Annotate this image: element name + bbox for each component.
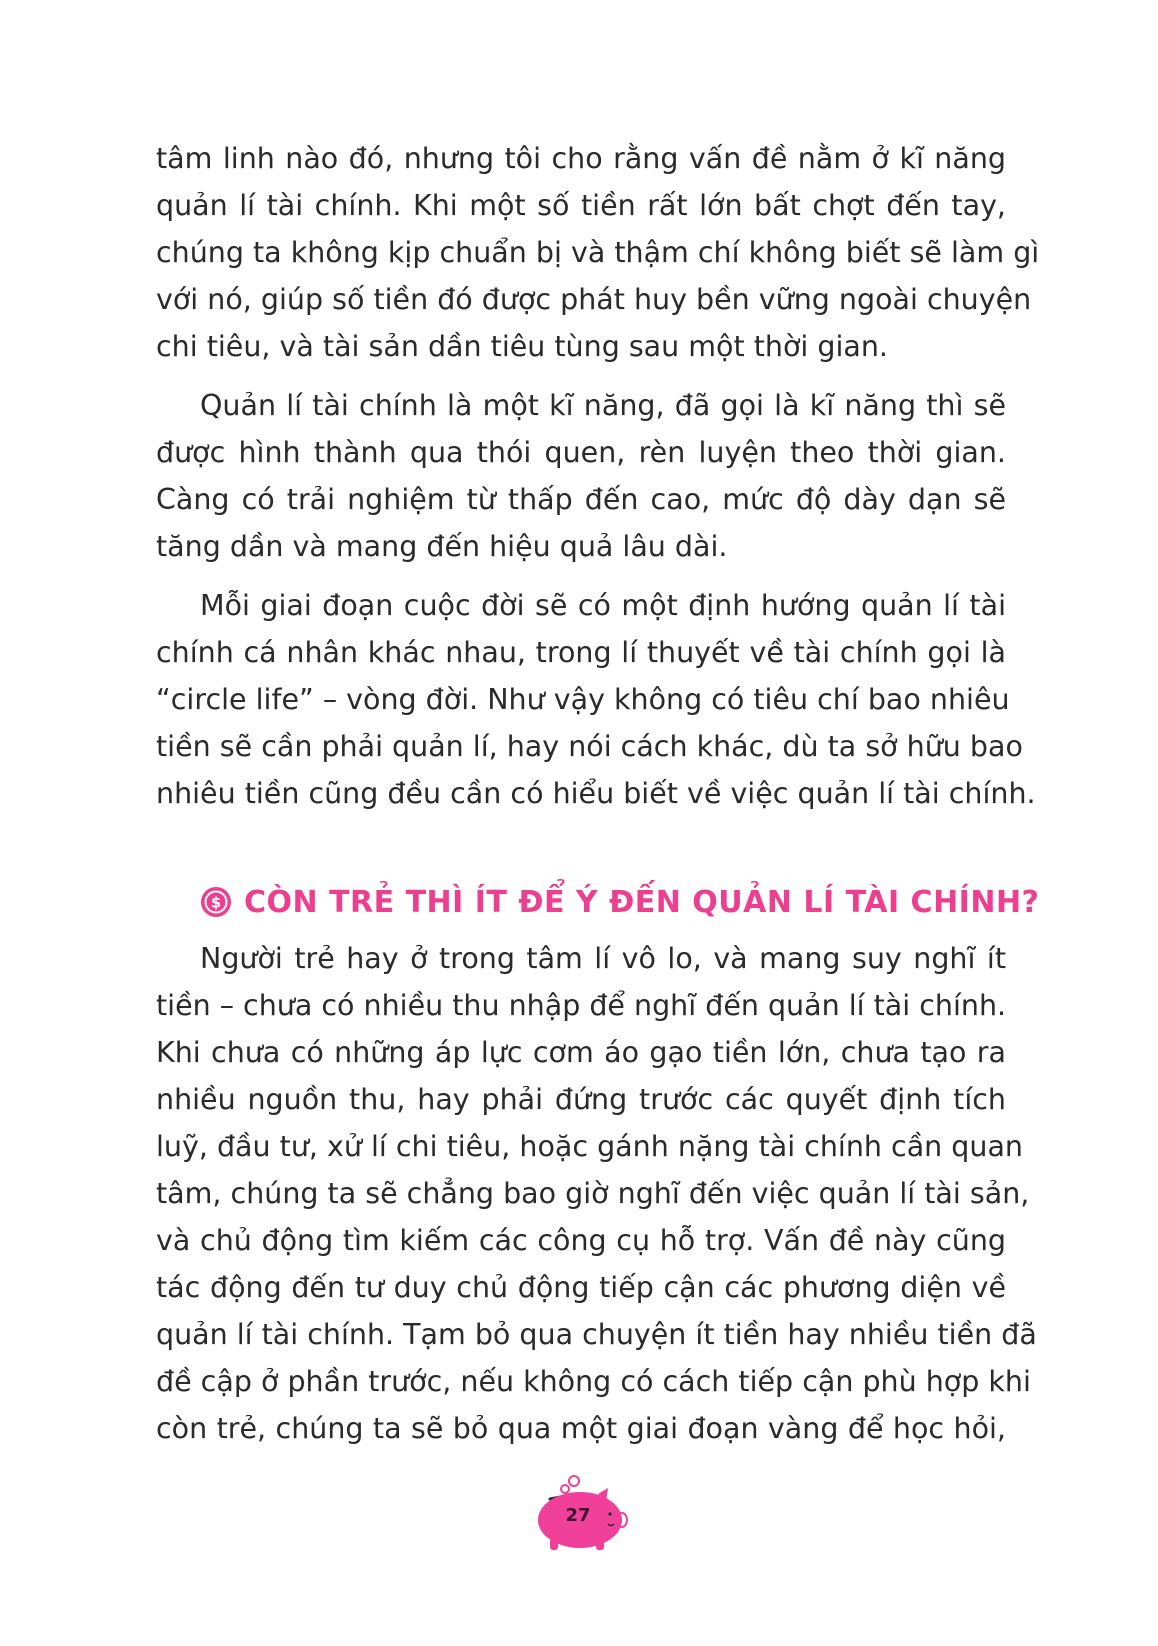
coin-symbol: $ <box>210 893 222 912</box>
text-line: và chủ động tìm kiếm các công cụ hỗ trợ. Vấn đề này cũng <box>156 1224 1006 1257</box>
section-heading-text: CÒN TRẺ THÌ ÍT ĐỂ Ý ĐẾN QUẢN LÍ TÀI CHÍNH? <box>244 884 1040 920</box>
paragraph <box>156 382 1006 570</box>
text-line: Mỗi giai đoạn cuộc đời sẽ có một định hướng quản lí tài <box>200 589 1006 622</box>
text-line: “circle life” – vòng đời. Như vậy không có tiêu chí bao nhiêu <box>156 683 1010 716</box>
paragraph-2 <box>156 382 1006 570</box>
text-line: chính cá nhân khác nhau, trong lí thuyết về tài chính gọi là <box>156 636 1006 669</box>
text-line: quản lí tài chính. Tạm bỏ qua chuyện ít tiền hay nhiều tiền đã <box>156 1318 1037 1351</box>
page-number: 27 <box>565 1505 591 1526</box>
paragraph <box>156 935 1037 1452</box>
text-line: với nó, giúp số tiền đó được phát huy bền vững ngoài chuyện <box>156 283 1032 316</box>
text-line: được hình thành qua thói quen, rèn luyện theo thời gian. <box>156 436 1006 469</box>
text-line: Càng có trải nghiệm từ thấp đến cao, mức độ dày dạn sẽ <box>156 483 1006 516</box>
text-line: còn trẻ, chúng ta sẽ bỏ qua một giai đoạn vàng để học hỏi, <box>156 1412 1006 1445</box>
text-line: tiền – chưa có nhiều thu nhập để nghĩ đến quản lí tài chính. <box>156 989 1007 1022</box>
text-line: tâm linh nào đó, nhưng tôi cho rằng vấn đề nằm ở kĩ năng <box>156 142 1006 175</box>
text-line: tiền sẽ cần phải quản lí, hay nói cách khác, dù ta sở hữu bao <box>156 730 1023 763</box>
section-heading <box>156 877 1040 927</box>
text-line: nhiều nguồn thu, hay phải đứng trước các quyết định tích <box>156 1083 1006 1116</box>
text-line: quản lí tài chính. Khi một số tiền rất lớn bất chợt đến tay, <box>156 189 1006 222</box>
text-line: tâm, chúng ta sẽ chẳng bao giờ nghĩ đến việc quản lí tài sản, <box>156 1177 1030 1210</box>
text-line: tác động đến tư duy chủ động tiếp cận các phương diện về <box>156 1271 1006 1304</box>
text-line: tăng dần và mang đến hiệu quả lâu dài. <box>156 530 728 563</box>
text-line: chi tiêu, và tài sản dần tiêu tùng sau một thời gian. <box>156 330 888 363</box>
page-body <box>156 135 1040 1452</box>
text-line: Khi chưa có những áp lực cơm áo gạo tiền lớn, chưa tạo ra <box>156 1036 1006 1069</box>
text-line: Người trẻ hay ở trong tâm lí vô lo, và mang suy nghĩ ít <box>200 942 1006 975</box>
text-line: đề cập ở phần trước, nếu không có cách tiếp cận phù hợp khi <box>156 1365 1031 1398</box>
text-line: luỹ, đầu tư, xử lí chi tiêu, hoặc gánh nặng tài chính cần quan <box>156 1130 1023 1163</box>
paragraph-4 <box>156 935 1037 1452</box>
paragraph <box>156 582 1036 817</box>
text-line: Quản lí tài chính là một kĩ năng, đã gọi là kĩ năng thì sẽ <box>200 389 1006 422</box>
paragraph-1 <box>156 135 1040 370</box>
text-line: nhiêu tiền cũng đều cần có hiểu biết về việc quản lí tài chính. <box>156 777 1036 810</box>
paragraph <box>156 135 1040 370</box>
page-number-badge <box>532 1472 636 1556</box>
coin-icon <box>200 886 232 918</box>
paragraph-3 <box>156 582 1036 817</box>
text-line: chúng ta không kịp chuẩn bị và thậm chí không biết sẽ làm gì <box>156 236 1040 269</box>
